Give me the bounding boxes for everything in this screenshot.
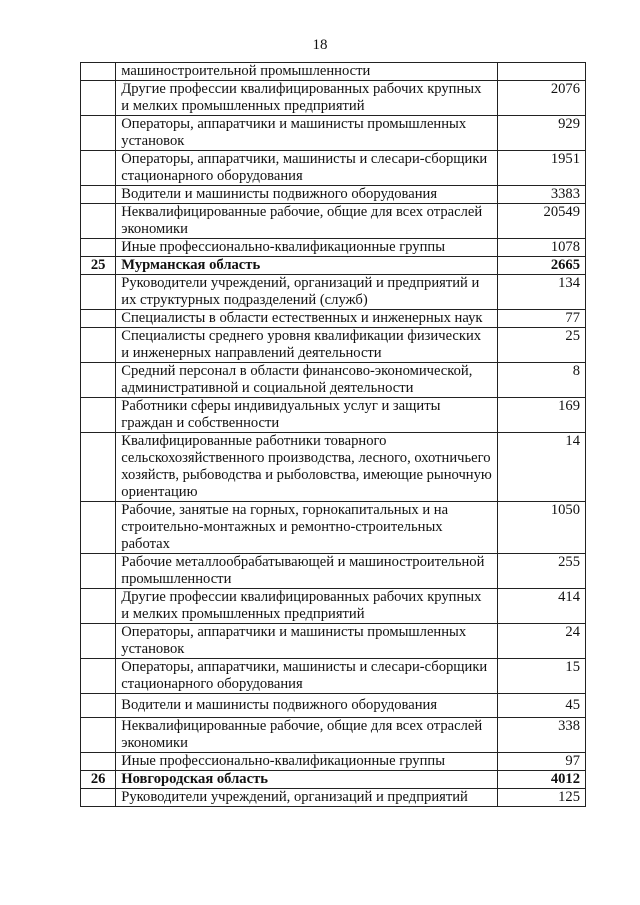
value-cell: 1078 bbox=[498, 239, 586, 257]
table-row bbox=[81, 624, 586, 659]
region-number-cell bbox=[81, 433, 116, 502]
table-row bbox=[81, 204, 586, 239]
table-row bbox=[81, 433, 586, 502]
table-row bbox=[81, 789, 586, 807]
occupation-name-cell: Работники сферы индивидуальных услуг и защиты граждан и собственности bbox=[116, 398, 498, 433]
table-row bbox=[81, 239, 586, 257]
value-cell: 77 bbox=[498, 310, 586, 328]
region-number-cell bbox=[81, 204, 116, 239]
occupation-name-cell: Руководители учреждений, организаций и предприятий bbox=[116, 789, 498, 807]
table-row bbox=[81, 275, 586, 310]
region-number-cell bbox=[81, 694, 116, 718]
occupation-name-cell: Рабочие, занятые на горных, горнокапитальных и на строительно-монтажных и ремонтно-строительных работах bbox=[116, 502, 498, 554]
occupation-name-cell: Водители и машинисты подвижного оборудования bbox=[116, 186, 498, 204]
region-number-cell bbox=[81, 310, 116, 328]
value-cell: 4012 bbox=[498, 771, 586, 789]
occupation-name-cell: Специалисты в области естественных и инженерных наук bbox=[116, 310, 498, 328]
occupation-name-cell: Специалисты среднего уровня квалификации физических и инженерных направлений деятельности bbox=[116, 328, 498, 363]
table-row bbox=[81, 398, 586, 433]
value-cell: 125 bbox=[498, 789, 586, 807]
region-number-cell bbox=[81, 63, 116, 81]
occupation-name-cell: Операторы, аппаратчики и машинисты промышленных установок bbox=[116, 624, 498, 659]
table-row bbox=[81, 63, 586, 81]
occupation-name-cell: Операторы, аппаратчики, машинисты и слесари-сборщики стационарного оборудования bbox=[116, 151, 498, 186]
table-row bbox=[81, 116, 586, 151]
value-cell: 3383 bbox=[498, 186, 586, 204]
table-row bbox=[81, 502, 586, 554]
region-row bbox=[81, 771, 586, 789]
occupation-name-cell: Неквалифицированные рабочие, общие для всех отраслей экономики bbox=[116, 718, 498, 753]
value-cell: 25 bbox=[498, 328, 586, 363]
table-row bbox=[81, 753, 586, 771]
occupation-name-cell: Рабочие металлообрабатывающей и машиностроительной промышленности bbox=[116, 554, 498, 589]
value-cell: 1050 bbox=[498, 502, 586, 554]
occupation-name-cell: Водители и машинисты подвижного оборудования bbox=[116, 694, 498, 718]
region-number-cell bbox=[81, 789, 116, 807]
occupation-name-cell: Квалифицированные работники товарного сельскохозяйственного производства, лесного, охотничьего хозяйств, рыбоводства и рыболовства, имеющие рыночную ориентацию bbox=[116, 433, 498, 502]
value-cell: 2076 bbox=[498, 81, 586, 116]
value-cell: 15 bbox=[498, 659, 586, 694]
region-row bbox=[81, 257, 586, 275]
value-cell: 14 bbox=[498, 433, 586, 502]
value-cell: 20549 bbox=[498, 204, 586, 239]
occupation-name-cell: Иные профессионально-квалификационные группы bbox=[116, 239, 498, 257]
table-row bbox=[81, 310, 586, 328]
region-number-cell bbox=[81, 554, 116, 589]
table-row bbox=[81, 659, 586, 694]
table-row bbox=[81, 363, 586, 398]
region-number-cell bbox=[81, 718, 116, 753]
occupation-name-cell: Мурманская область bbox=[116, 257, 498, 275]
region-number-cell bbox=[81, 275, 116, 310]
table-row bbox=[81, 328, 586, 363]
value-cell: 414 bbox=[498, 589, 586, 624]
value-cell: 929 bbox=[498, 116, 586, 151]
region-number-cell bbox=[81, 502, 116, 554]
value-cell: 45 bbox=[498, 694, 586, 718]
value-cell bbox=[498, 63, 586, 81]
region-number-cell bbox=[81, 186, 116, 204]
occupation-name-cell: Операторы, аппаратчики, машинисты и слесари-сборщики стационарного оборудования bbox=[116, 659, 498, 694]
value-cell: 338 bbox=[498, 718, 586, 753]
region-number-cell bbox=[81, 753, 116, 771]
region-number-cell bbox=[81, 116, 116, 151]
occupation-table-body bbox=[81, 63, 586, 807]
occupation-name-cell: Средний персонал в области финансово-экономической, административной и социальной деятельности bbox=[116, 363, 498, 398]
occupation-name-cell: Неквалифицированные рабочие, общие для всех отраслей экономики bbox=[116, 204, 498, 239]
value-cell: 255 bbox=[498, 554, 586, 589]
table-row bbox=[81, 81, 586, 116]
table-row bbox=[81, 151, 586, 186]
occupation-name-cell: Иные профессионально-квалификационные группы bbox=[116, 753, 498, 771]
region-number-cell: 25 bbox=[81, 257, 116, 275]
value-cell: 8 bbox=[498, 363, 586, 398]
value-cell: 169 bbox=[498, 398, 586, 433]
occupation-table bbox=[80, 62, 586, 807]
region-number-cell bbox=[81, 624, 116, 659]
region-number-cell bbox=[81, 589, 116, 624]
region-number-cell bbox=[81, 239, 116, 257]
region-number-cell bbox=[81, 328, 116, 363]
value-cell: 134 bbox=[498, 275, 586, 310]
occupation-name-cell: Другие профессии квалифицированных рабочих крупных и мелких промышленных предприятий bbox=[116, 81, 498, 116]
occupation-name-cell: Новгородская область bbox=[116, 771, 498, 789]
region-number-cell: 26 bbox=[81, 771, 116, 789]
value-cell: 24 bbox=[498, 624, 586, 659]
table-row bbox=[81, 589, 586, 624]
table-row bbox=[81, 718, 586, 753]
occupation-name-cell: машиностроительной промышленности bbox=[116, 63, 498, 81]
region-number-cell bbox=[81, 151, 116, 186]
region-number-cell bbox=[81, 659, 116, 694]
table-row bbox=[81, 694, 586, 718]
table-row bbox=[81, 186, 586, 204]
region-number-cell bbox=[81, 363, 116, 398]
value-cell: 1951 bbox=[498, 151, 586, 186]
table-row bbox=[81, 554, 586, 589]
region-number-cell bbox=[81, 398, 116, 433]
occupation-name-cell: Другие профессии квалифицированных рабочих крупных и мелких промышленных предприятий bbox=[116, 589, 498, 624]
occupation-name-cell: Операторы, аппаратчики и машинисты промышленных установок bbox=[116, 116, 498, 151]
occupation-name-cell: Руководители учреждений, организаций и предприятий и их структурных подразделений (служб) bbox=[116, 275, 498, 310]
region-number-cell bbox=[81, 81, 116, 116]
value-cell: 97 bbox=[498, 753, 586, 771]
value-cell: 2665 bbox=[498, 257, 586, 275]
page-number: 18 bbox=[312, 37, 328, 53]
